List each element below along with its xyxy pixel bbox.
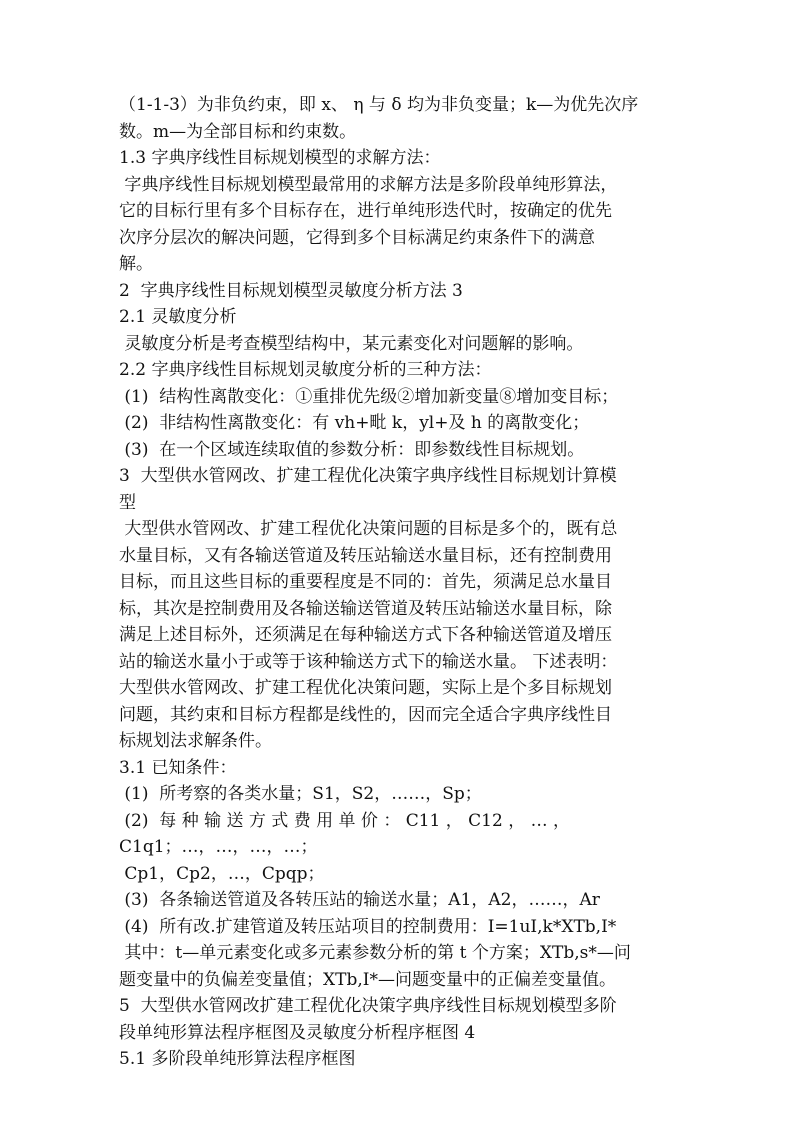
text-line: 它的目标行里有多个目标存在，进行单纯形迭代时，按确定的优先 bbox=[119, 201, 612, 221]
text-line: C1q1；…，…，…，…； bbox=[119, 837, 318, 857]
list-item: (4) 所有改.扩建管道及转压站项目的控制费用：I=1uI,k*XTb,I* bbox=[119, 916, 617, 937]
list-item: (2) 非结构性离散变化：有 vh+毗 k，yl+及 h 的离散变化； bbox=[119, 413, 590, 433]
text-line: 问题，其约束和目标方程都是线性的，因而完全适合字典序线性目 bbox=[119, 704, 612, 725]
text-line: （1-1-3）为非负约束，即 x、 η 与 δ 均为非负变量；k—为优先次序 bbox=[119, 95, 639, 115]
text-line: 站的输送水量小于或等于该种输送方式下的输送水量。 下述表明： bbox=[119, 651, 618, 672]
text-line: 次序分层次的解决问题，它得到多个目标满足约束条件下的满意 bbox=[119, 227, 595, 248]
text-line: 大型供水管网改、扩建工程优化决策问题，实际上是个多目标规划 bbox=[119, 678, 612, 698]
text-line: 灵敏度分析是考查模型结构中，某元素变化对问题解的影响。 bbox=[119, 333, 584, 354]
text-line: 水量目标，又有各输送管道及转压站输送水量目标，还有控制费用 bbox=[119, 545, 612, 566]
list-item: (2) 每 种 输 送 方 式 费 用 单 价 ： C11 ， C12 ， … ， bbox=[119, 810, 571, 831]
text-line: 数。m—为全部目标和约束数。 bbox=[119, 121, 357, 142]
section-heading: 3 大型供水管网改、扩建工程优化决策字典序线性目标规划计算模 bbox=[119, 466, 617, 486]
text-line: 标规划法求解条件。 bbox=[119, 731, 272, 751]
section-heading: 5.1 多阶段单纯形算法程序框图 bbox=[119, 1049, 356, 1069]
text-line: 题变量中的负偏差变量值；XTb,I*—问题变量中的正偏差变量值。 bbox=[119, 969, 616, 990]
list-item: (3) 各条输送管道及各转压站的输送水量；A1，A2，……，Ar bbox=[119, 890, 600, 910]
list-item: (3) 在一个区域连续取值的参数分析：即参数线性目标规划。 bbox=[119, 439, 585, 460]
section-heading: 2.2 字典序线性目标规划灵敏度分析的三种方法： bbox=[119, 360, 492, 380]
list-item: (1) 结构性离散变化：①重排优先级②增加新变量⑧增加变目标； bbox=[119, 386, 619, 407]
section-heading: 2.1 灵敏度分析 bbox=[119, 307, 237, 327]
text-line: 目标，而且这些目标的重要程度是不同的：首先，须满足总水量目 bbox=[119, 572, 612, 592]
section-heading: 段单纯形算法程序框图及灵敏度分析程序框图 4 bbox=[119, 1022, 476, 1043]
body-text bbox=[119, 92, 677, 1073]
section-heading: 1.3 字典序线性目标规划模型的求解方法： bbox=[119, 148, 441, 168]
section-heading: 型 bbox=[119, 492, 136, 513]
text-line: 大型供水管网改、扩建工程优化决策问题的目标是多个的，既有总 bbox=[119, 519, 618, 539]
list-item: (1) 所考察的各类水量；S1，S2，……，Sp； bbox=[119, 784, 482, 804]
text-line: 其中：t—单元素变化或多元素参数分析的第 t 个方案；XTb,s*—问 bbox=[119, 943, 631, 963]
text-line: 字典序线性目标规划模型最常用的求解方法是多阶段单纯形算法， bbox=[119, 174, 618, 195]
text-line: 满足上述目标外，还须满足在每种输送方式下各种输送管道及增压 bbox=[119, 625, 612, 645]
section-heading: 3.1 已知条件： bbox=[119, 757, 237, 778]
text-line: 解。 bbox=[119, 254, 153, 274]
text-line: 标，其次是控制费用及各输送输送管道及转压站输送水量目标，除 bbox=[119, 598, 612, 619]
section-heading: 2 字典序线性目标规划模型灵敏度分析方法 3 bbox=[119, 280, 463, 301]
section-heading: 5 大型供水管网改扩建工程优化决策字典序线性目标规划模型多阶 bbox=[119, 996, 617, 1016]
text-line: Cp1，Cp2，…，Cpqp； bbox=[119, 863, 325, 884]
